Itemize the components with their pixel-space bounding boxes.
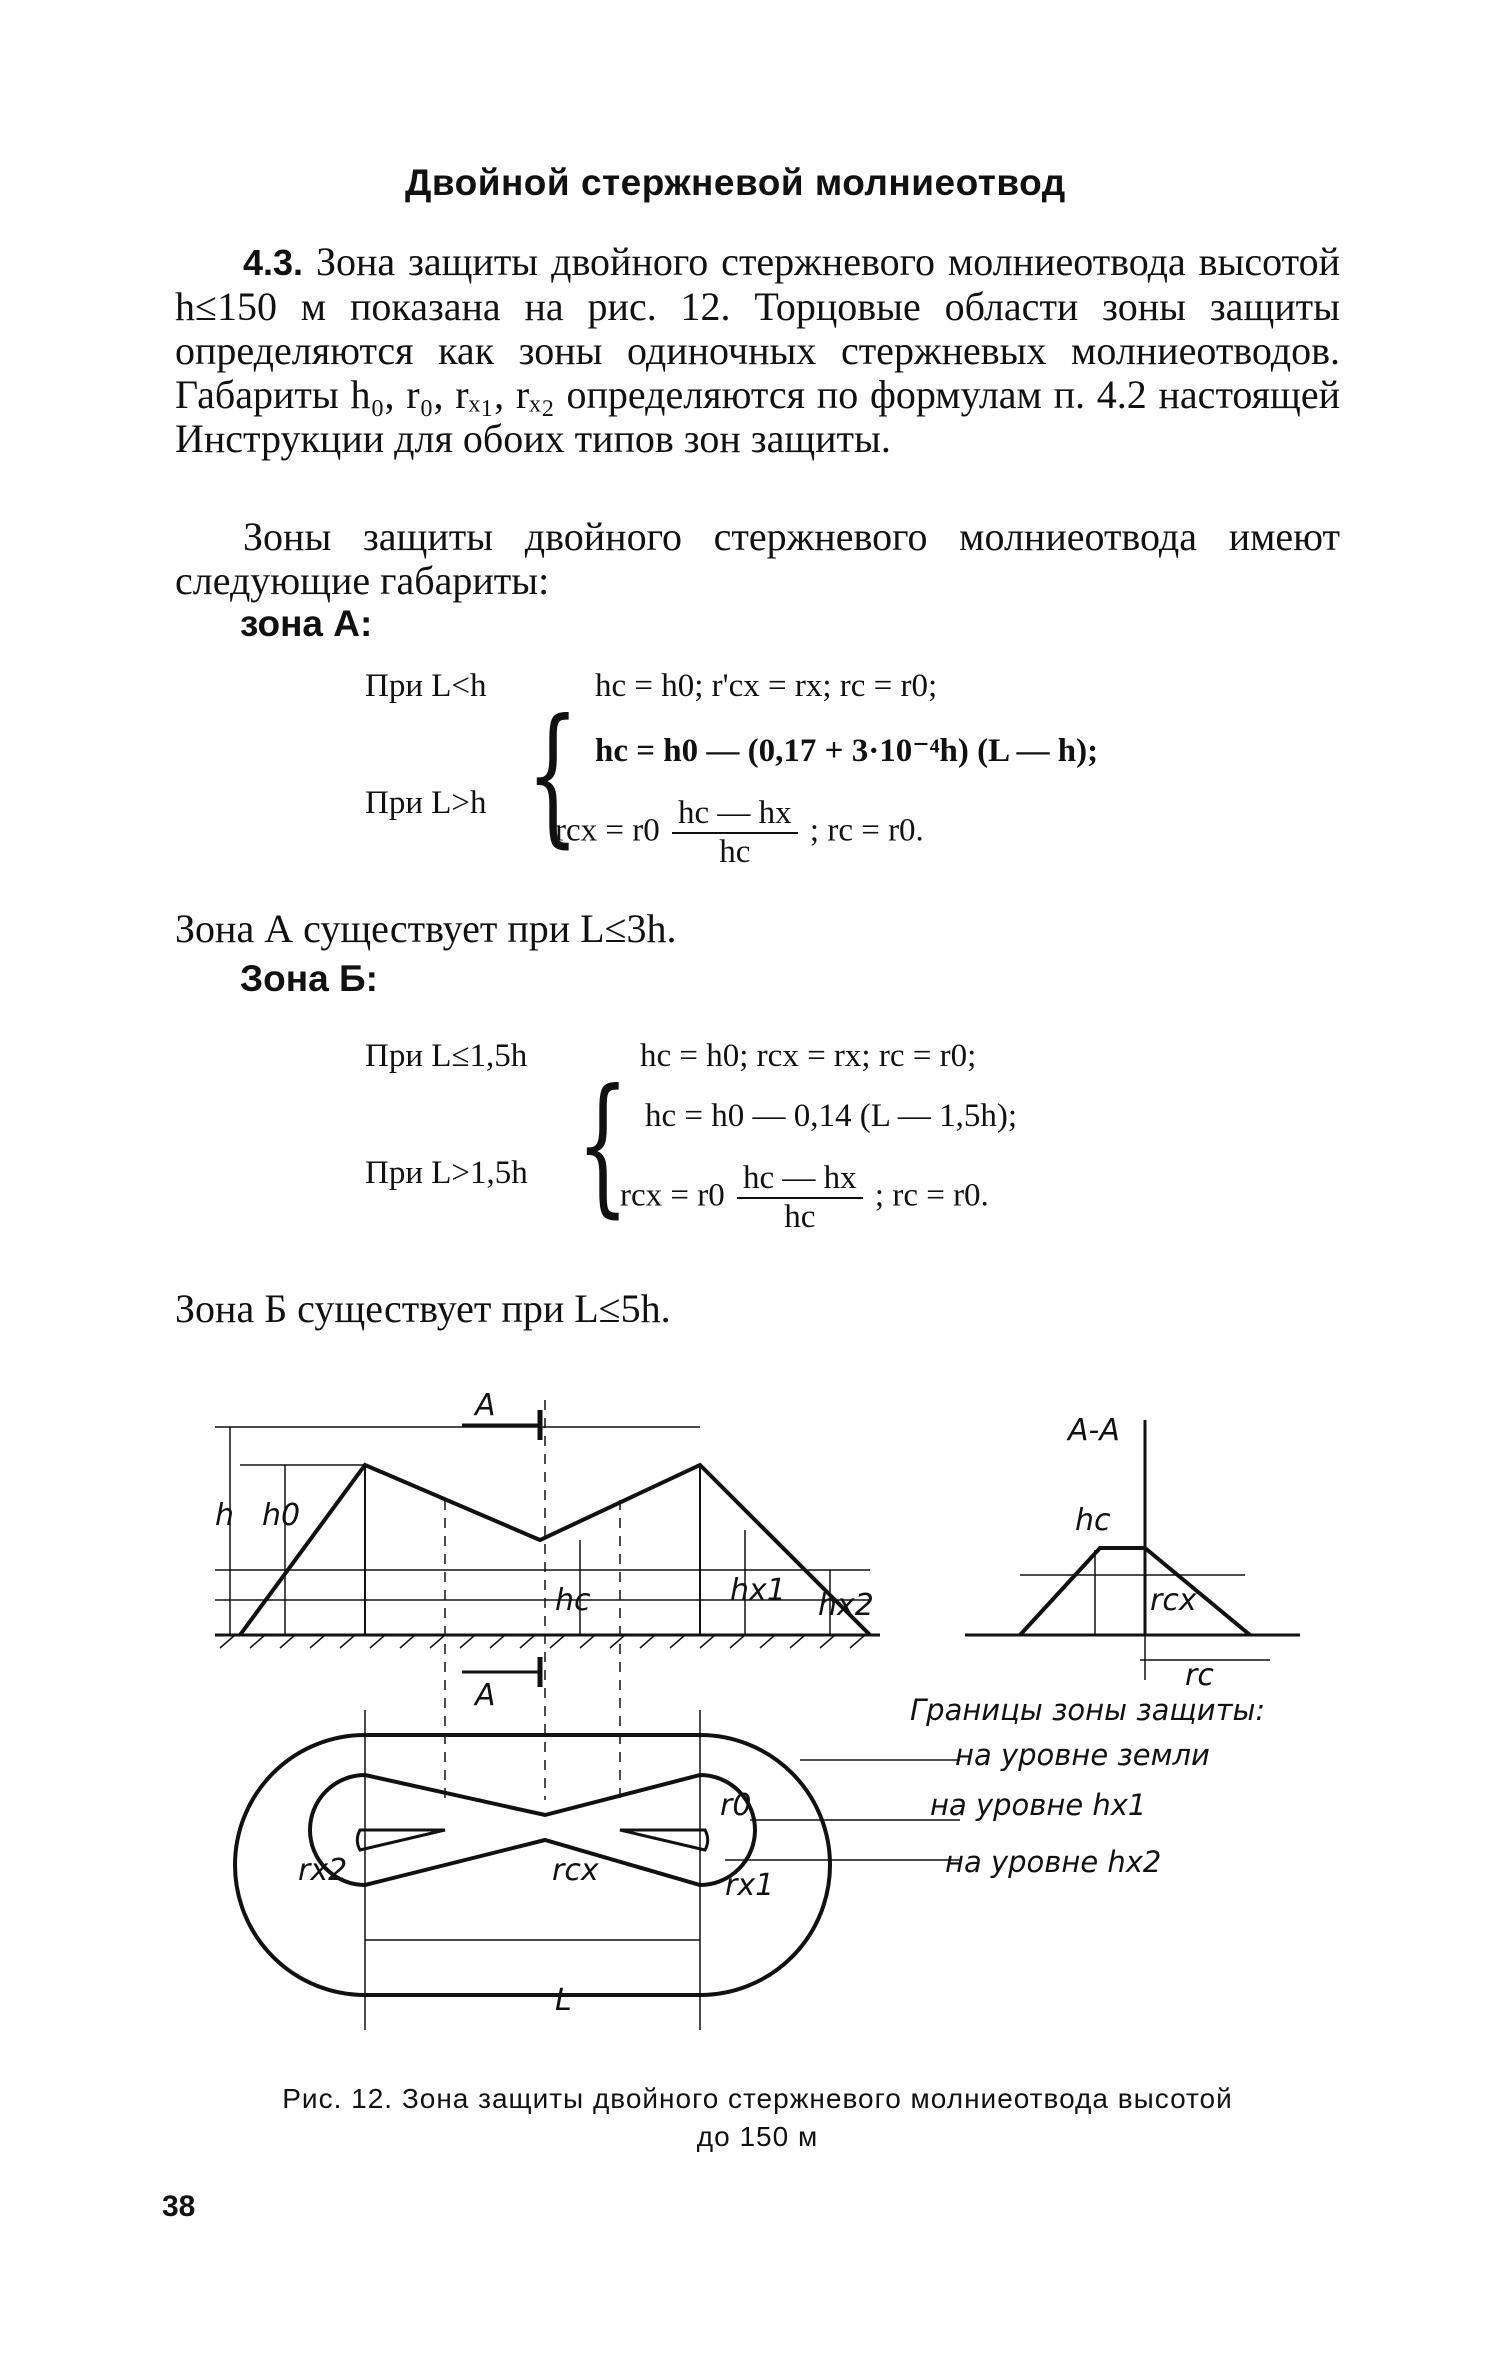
formula-tail: ; rc = r0.	[874, 1177, 989, 1214]
zone-a-brace: {	[526, 688, 579, 862]
page-number: 38	[162, 2190, 196, 2223]
zone-b-formula-1: hc = h0; rcx = rx; rc = r0;	[640, 1038, 977, 1074]
zone-a-label: зона А:	[240, 603, 373, 644]
section-zone-outline	[1020, 1548, 1250, 1635]
fraction-numerator: hc — hx	[672, 795, 798, 834]
label-h: h	[215, 1498, 235, 1533]
figure-caption	[165, 2080, 1350, 2156]
plan-hx2-left	[357, 1830, 445, 1850]
zone-a-condition-1: При L<h	[365, 668, 487, 704]
formula-lhs: rcx = r0	[555, 812, 660, 849]
zone-a-formula-1: hc = h0; r'cx = rx; rc = r0;	[595, 668, 938, 704]
label-rc: rc	[1185, 1658, 1214, 1693]
zone-a-condition-2: При L>h	[365, 785, 487, 821]
zone-b-condition-1: При L≤1,5h	[365, 1038, 528, 1074]
caption-line-1: Рис. 12. Зона защиты двойного стержневого молниеотвода высотой	[282, 2083, 1233, 2114]
zone-b-formula-2: hc = h0 — 0,14 (L — 1,5h);	[645, 1098, 1018, 1134]
section-mark-top: A	[475, 1388, 496, 1423]
section-heading: Двойной стержневой молниеотвод	[405, 162, 1066, 203]
zone-b-brace: {	[576, 1058, 629, 1232]
zone-a-formula-2: hc = h0 — (0,17 + 3·10⁻⁴h) (L — h);	[595, 733, 1099, 769]
fraction-denominator: hc	[784, 1199, 816, 1235]
legend-hx2: на уровне hx2	[945, 1845, 1162, 1879]
zone-b-label: Зона Б:	[240, 958, 378, 999]
fraction-numerator: hc — hx	[737, 1160, 863, 1199]
formula-tail: ; rc = r0.	[809, 812, 924, 849]
label-plan-rcx: rcx	[552, 1853, 599, 1888]
ground-hatching	[220, 1635, 865, 1648]
section-mark-bottom: A	[475, 1678, 496, 1713]
plan-hx2-right	[620, 1830, 708, 1850]
zone-b-condition-2: При L>1,5h	[365, 1155, 528, 1191]
label-r0: r0	[720, 1788, 752, 1823]
label-rx1: rx1	[725, 1868, 775, 1903]
label-rcx: rcx	[1150, 1583, 1197, 1618]
label-hc: hc	[555, 1583, 591, 1618]
zone-a-existence: Зона А существует при L≤3h.	[175, 906, 677, 951]
paragraph-text: Зона защиты двойного стержневого молниеотвода высотой h≤150 м показана на рис. 12. Торцовые области зоны защиты определяются как зоны одиночных стержневых молниеотводов. Габариты h₀, r₀, rₓ₁, rₓ₂ определяются по формулам п. 4.2 настоящей Инструкции для обоих типов зон защиты.	[175, 239, 1340, 461]
formula-lhs: rcx = r0	[620, 1177, 725, 1214]
paragraph-text: Зоны защиты двойного стержневого молниеотвода имеют следующие габариты:	[175, 514, 1340, 603]
fraction-denominator: hc	[719, 834, 751, 870]
caption-line-2: до 150 м	[696, 2121, 819, 2152]
section-title: A-A	[1068, 1413, 1120, 1448]
zone-b-existence: Зона Б существует при L≤5h.	[175, 1286, 671, 1331]
label-L: L	[555, 1983, 572, 2018]
legend-title: Границы зоны защиты:	[910, 1693, 1266, 1727]
label-hx1: hx1	[730, 1573, 786, 1608]
label-rx2: rx2	[298, 1853, 348, 1888]
label-hx2: hx2	[818, 1588, 874, 1623]
label-section-hc: hc	[1075, 1503, 1111, 1538]
label-h0: h0	[262, 1498, 301, 1533]
legend-hx1: на уровне hx1	[930, 1788, 1147, 1822]
clause-number: 4.3.	[243, 242, 304, 283]
legend-ground: на уровне земли	[955, 1738, 1210, 1772]
